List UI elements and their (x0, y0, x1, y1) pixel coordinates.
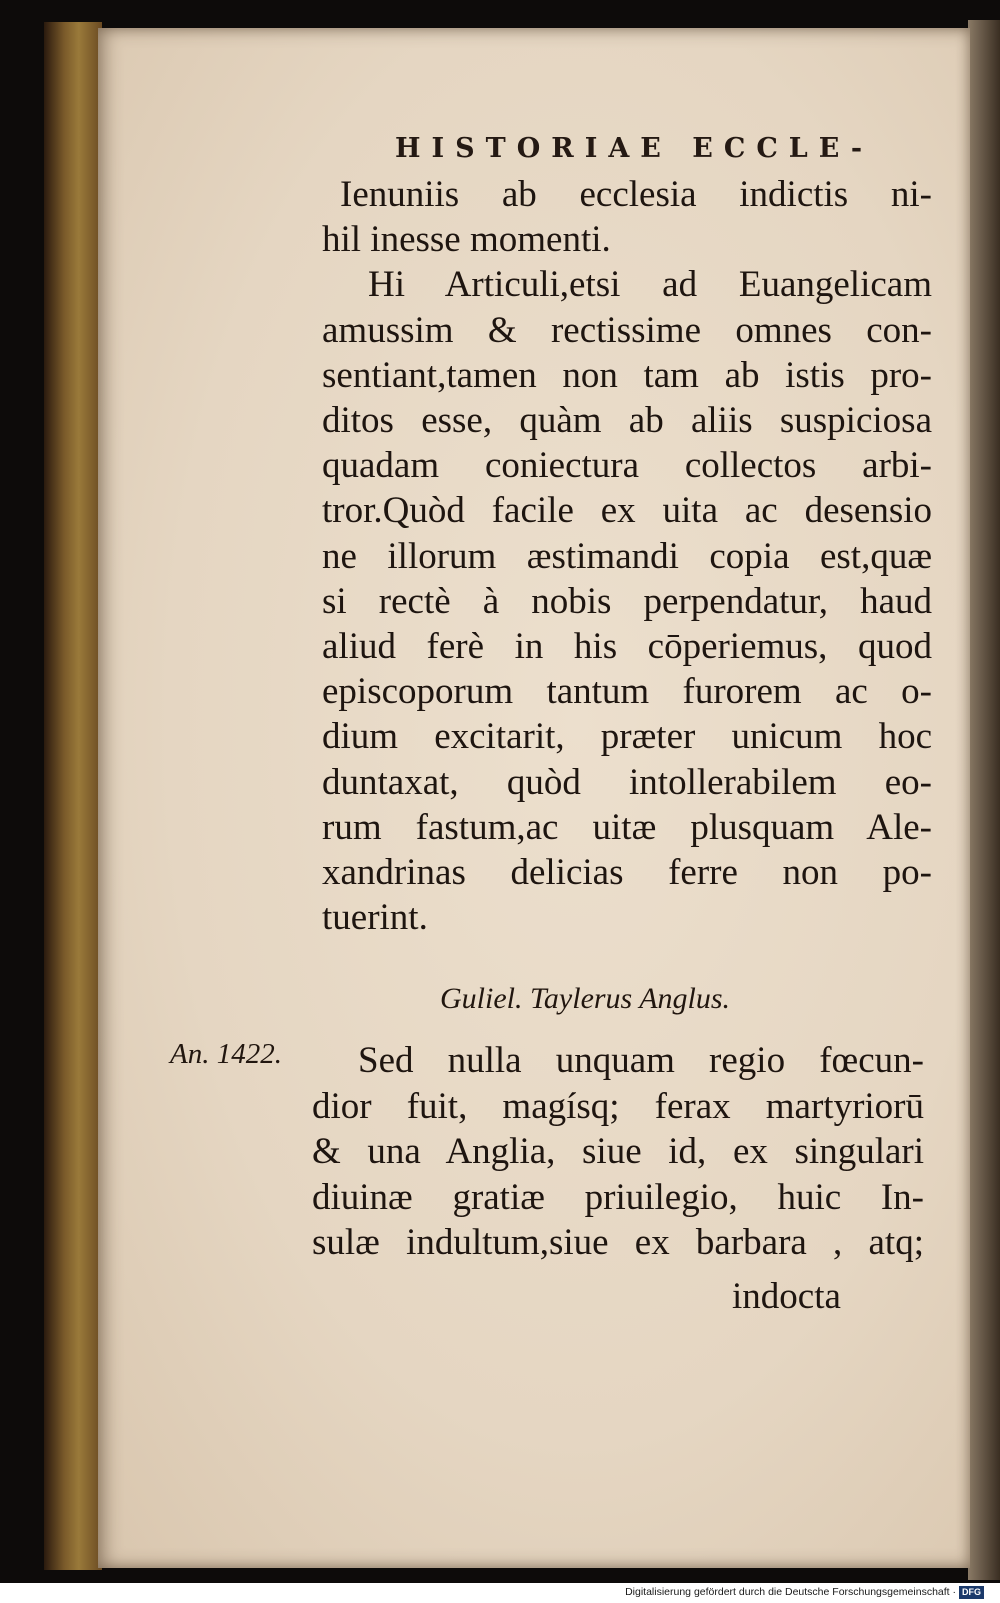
margin-note-year: An. 1422. (170, 1038, 282, 1070)
text-line: hil inesse momenti. (322, 219, 611, 261)
page-edge-right (968, 20, 1000, 1580)
text-line: tror.Quòd facile ex uita ac desensio (322, 490, 932, 532)
text-line: tuerint. (322, 897, 428, 939)
text-line: ditos esse, quàm ab aliis suspiciosa (322, 400, 932, 442)
text-line: xandrinas delicias ferre non po- (322, 852, 932, 894)
text-line: duntaxat, quòd intollerabilem eo- (322, 761, 932, 803)
text-line: amussim & rectissime omnes con- (322, 309, 932, 351)
text-line: Sed nulla unquam regio fœcun- (358, 1040, 924, 1081)
book-cover-edge (44, 22, 102, 1570)
text-line: ne illorum æstimandi copia est,quæ (322, 535, 932, 577)
dfg-logo: DFG (959, 1586, 984, 1599)
main-text-block (322, 172, 932, 940)
text-line: quadam coniectura collectos arbi- (322, 445, 932, 487)
text-line: si rectè à nobis perpendatur, haud (322, 580, 932, 622)
text-line: rum fastum,ac uitæ plusquam Ale- (322, 806, 932, 848)
text-line: sentiant,tamen non tam ab istis pro- (322, 354, 932, 396)
catchword: indocta (732, 1276, 841, 1317)
text-line: dior fuit, magísq; ferax martyriorū (312, 1085, 924, 1127)
text-line: episcoporum tantum furorem ac o- (322, 671, 932, 713)
author-heading: Guliel. Taylerus Anglus. (440, 982, 731, 1015)
second-text-block (312, 1038, 924, 1266)
text-line: diuinæ gratiæ priuilegio, huic In- (312, 1176, 924, 1218)
running-head: HISTORIAE ECCLE- (395, 133, 874, 164)
text-line: sulæ indultum,siue ex barbara , atq; (312, 1222, 924, 1263)
digitization-credit (621, 1583, 988, 1601)
text-line: dium excitarit, præter unicum hoc (322, 716, 932, 758)
text-line: aliud ferè in his cōperiemus, quod (322, 626, 932, 668)
text-line: & una Anglia, siue id, ex singulari (312, 1131, 924, 1172)
text-line: Ienuniis ab ecclesia indictis ni- (340, 174, 932, 215)
credit-text: Digitalisierung gefördert durch die Deutsche Forschungsgemeinschaft · (625, 1586, 956, 1598)
text-line: Hi Articuli,etsi ad Euangelicam (368, 264, 932, 306)
